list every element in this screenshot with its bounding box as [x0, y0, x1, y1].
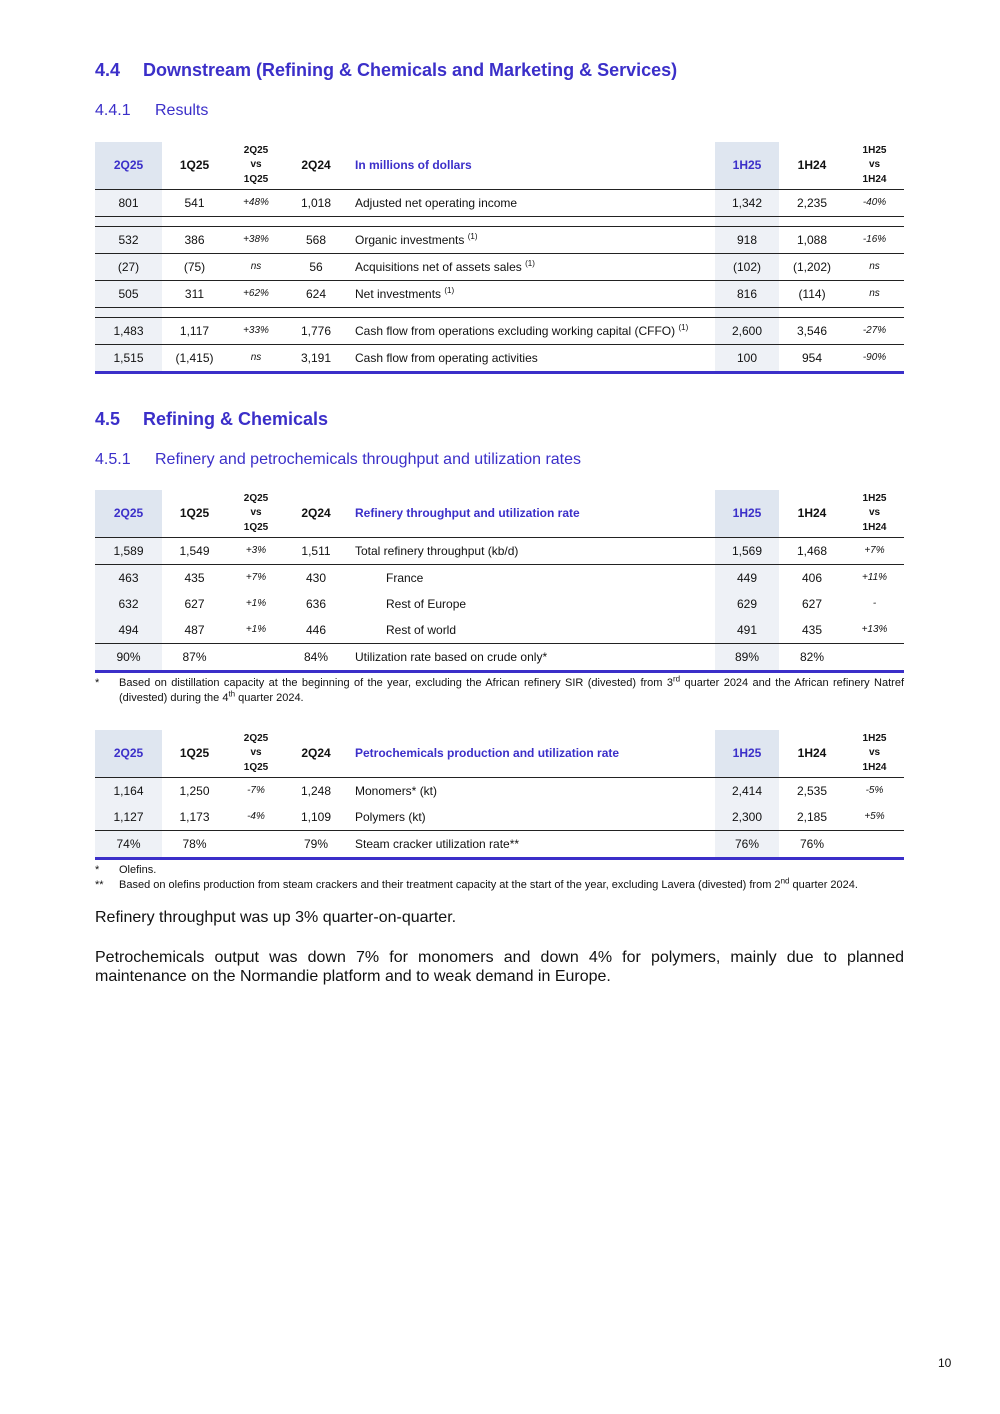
- header-1h25-vs-1h24: 1H25 vs 1H24: [862, 732, 887, 773]
- header-1h25: 1H25: [715, 490, 779, 537]
- body-paragraph: Refinery throughput was up 3% quarter-on-quarter.: [95, 909, 457, 926]
- cell: 1,515: [95, 344, 162, 372]
- cell: ns: [845, 253, 904, 280]
- header-2q24: 2Q24: [301, 506, 331, 521]
- cell: 463: [95, 564, 162, 591]
- cell: (1,202): [779, 253, 845, 280]
- header-1h25-vs-1h24: 1H25 vs 1H24: [862, 492, 887, 533]
- row-label: Cash flow from operating activities: [347, 344, 715, 372]
- table-header-row: [95, 490, 904, 537]
- cell: ns: [227, 253, 285, 280]
- table-row: [95, 804, 904, 831]
- cell: -27%: [845, 317, 904, 344]
- cell: 449: [715, 564, 779, 591]
- cell: 1,109: [285, 804, 347, 831]
- row-label: Utilization rate based on crude only*: [347, 643, 715, 671]
- refinery-table: [95, 490, 904, 673]
- cell: 629: [715, 591, 779, 617]
- cell: [845, 643, 904, 671]
- header-label: In millions of dollars: [355, 158, 472, 173]
- section-title: Downstream (Refining & Chemicals and Marketing & Services): [143, 60, 678, 80]
- cell: 84%: [285, 643, 347, 671]
- row-label: Total refinery throughput (kb/d): [347, 537, 715, 564]
- cell: +13%: [845, 617, 904, 644]
- cell: -90%: [845, 344, 904, 372]
- cell: +1%: [245, 598, 267, 609]
- header-2q25: 2Q25: [95, 730, 162, 777]
- cell: 82%: [779, 643, 845, 671]
- row-label: Organic investments $^{(1)}$: [347, 226, 715, 253]
- header-1q25: 1Q25: [179, 506, 210, 521]
- cell: 2,235: [779, 189, 845, 216]
- cell: (1,415): [162, 344, 227, 372]
- header-2q25-vs-1q25: 2Q25 vs 1Q25: [243, 144, 269, 185]
- table-row: [95, 280, 904, 307]
- header-2q24: 2Q24: [301, 746, 331, 761]
- page-number: 10: [938, 1356, 952, 1370]
- cell: 541: [162, 189, 227, 216]
- table-row: [95, 189, 904, 216]
- cell: 1,776: [285, 317, 347, 344]
- cell: +7%: [245, 572, 267, 583]
- subsection-title: Refinery and petrochemicals throughput and utilization rates: [155, 451, 582, 468]
- cell: 90%: [95, 643, 162, 671]
- header-1h24: 1H24: [797, 506, 827, 521]
- row-label: Adjusted net operating income: [347, 189, 715, 216]
- cell: 2,535: [796, 783, 828, 798]
- cell: 2,414: [715, 777, 779, 804]
- cell: 446: [285, 617, 347, 644]
- cell: 918: [715, 226, 779, 253]
- cell: 1,173: [162, 804, 227, 831]
- table-row: [95, 643, 904, 671]
- table-row: [95, 777, 904, 804]
- row-label: Net investments $^{(1)}$: [347, 280, 715, 307]
- cell: 78%: [162, 830, 227, 858]
- footnote-mark: **: [95, 879, 104, 891]
- subsection-number: 4.5.1: [95, 451, 131, 468]
- cell: ns: [845, 280, 904, 307]
- cell: 87%: [162, 643, 227, 671]
- header-2q25: 2Q25: [95, 142, 162, 189]
- cell: 76%: [715, 830, 779, 858]
- cell: +33%: [227, 317, 285, 344]
- row-label: Rest of world: [347, 617, 715, 644]
- table-row: [95, 253, 904, 280]
- subsection-heading-4-5-1: [95, 451, 581, 469]
- subsection-heading-4-4-1: [95, 102, 208, 120]
- cell: ns: [227, 344, 285, 372]
- row-label: France: [386, 570, 424, 585]
- cell: 430: [305, 570, 327, 585]
- footnote: * Based on distillation capacity at the beginning of the year, excluding the African refinery SIR (divested) from 3rd quarter 2024 and the African refinery Natref (divested) during the 4th quarter 2024.: [95, 674, 905, 704]
- cell: 1,549: [162, 537, 227, 564]
- cell: 1,483: [95, 317, 162, 344]
- section-number: 4.5: [95, 409, 121, 429]
- cell: 1,569: [715, 537, 779, 564]
- footnote: ** Based on olefins production from steam crackers and their treatment capacity at the start of the year, excluding Lavera (divested) from 2nd quarter 2024.: [95, 876, 858, 891]
- cell: 624: [285, 280, 347, 307]
- header-1q25: 1Q25: [179, 158, 210, 173]
- cell: 491: [715, 617, 779, 644]
- cell: +1%: [227, 617, 285, 644]
- header-2q24: 2Q24: [301, 158, 331, 173]
- cell: +5%: [845, 804, 904, 831]
- section-heading-4-5: [95, 409, 328, 430]
- cell: 89%: [715, 643, 779, 671]
- header-2q25-vs-1q25: 2Q25 vs 1Q25: [243, 492, 269, 533]
- cell: 1,164: [95, 777, 162, 804]
- cell: 406: [801, 570, 823, 585]
- cell: -40%: [845, 189, 904, 216]
- table-row: [95, 830, 904, 858]
- cell: 1,117: [162, 317, 227, 344]
- table-header-row: [95, 730, 904, 777]
- cell: 487: [162, 617, 227, 644]
- cell: 2,185: [779, 804, 845, 831]
- cell: 1,248: [300, 783, 332, 798]
- cell: [227, 643, 285, 671]
- cell: 1,088: [779, 226, 845, 253]
- cell: 311: [162, 280, 227, 307]
- cell: 74%: [95, 830, 162, 858]
- cell: 79%: [285, 830, 347, 858]
- cell: 3,191: [285, 344, 347, 372]
- cell: 1,250: [179, 783, 210, 798]
- cell: (75): [162, 253, 227, 280]
- body-paragraph: Petrochemicals output was down 7% for monomers and down 4% for polymers, mainly due to planned maintenance on the Normandie platform and to weak demand in Europe.: [95, 949, 904, 985]
- footnote-mark: *: [95, 677, 100, 689]
- cell: 494: [95, 617, 162, 644]
- section-number: 4.4: [95, 60, 121, 80]
- cell: 386: [162, 226, 227, 253]
- table-row: [95, 226, 904, 253]
- petrochemicals-footnotes: [95, 863, 904, 893]
- table-row: [95, 317, 904, 344]
- cell: 1,342: [715, 189, 779, 216]
- cell: 435: [184, 570, 205, 585]
- cell: 1,589: [95, 537, 162, 564]
- table-row: [95, 591, 904, 617]
- cell: -7%: [247, 785, 265, 796]
- table-row: [95, 564, 904, 591]
- refinery-footnotes: [95, 676, 904, 706]
- row-label: Acquisitions net of assets sales $^{(1)}$: [347, 253, 715, 280]
- footnote-mark: *: [95, 864, 100, 876]
- cell: [845, 830, 904, 858]
- cell: +48%: [227, 189, 285, 216]
- cell: 568: [285, 226, 347, 253]
- cell: +11%: [861, 572, 888, 583]
- cell: 816: [715, 280, 779, 307]
- table-spacer: [95, 216, 904, 226]
- cell: -4%: [227, 804, 285, 831]
- cell: +38%: [227, 226, 285, 253]
- cell: +62%: [227, 280, 285, 307]
- cell: 627: [184, 596, 205, 611]
- subsection-number: 4.4.1: [95, 102, 131, 119]
- table-spacer: [95, 307, 904, 317]
- cell: (102): [715, 253, 779, 280]
- cell: 1,018: [285, 189, 347, 216]
- row-label: Cash flow from operations excluding working capital (CFFO) $^{(1)}$: [347, 317, 715, 344]
- table-row: [95, 537, 904, 564]
- results-table: [95, 142, 904, 374]
- cell: 505: [95, 280, 162, 307]
- cell: 632: [95, 591, 162, 617]
- cell: 56: [285, 253, 347, 280]
- cell: (27): [95, 253, 162, 280]
- header-2q25-vs-1q25: 2Q25 vs 1Q25: [243, 732, 269, 773]
- row-label: Monomers* (kt): [355, 783, 438, 798]
- section-heading-4-4: [95, 60, 677, 81]
- cell: [227, 830, 285, 858]
- header-1h25: 1H25: [715, 730, 779, 777]
- petrochemicals-table: [95, 730, 904, 860]
- cell: 3,546: [779, 317, 845, 344]
- cell: 2,300: [715, 804, 779, 831]
- header-label: Petrochemicals production and utilization rate: [355, 746, 620, 761]
- table-row: [95, 617, 904, 644]
- header-1h25-vs-1h24: 1H25 vs 1H24: [862, 144, 887, 185]
- header-1h24: 1H24: [797, 158, 827, 173]
- cell: 100: [715, 344, 779, 372]
- cell: 435: [779, 617, 845, 644]
- table-row: [95, 344, 904, 372]
- cell: 1,468: [779, 537, 845, 564]
- cell: 636: [305, 596, 327, 611]
- header-label: Refinery throughput and utilization rate: [355, 506, 580, 521]
- header-2q25: 2Q25: [95, 490, 162, 537]
- row-label: Rest of Europe: [386, 596, 467, 611]
- header-1h25: 1H25: [715, 142, 779, 189]
- section-title: Refining & Chemicals: [143, 409, 329, 429]
- header-1q25: 1Q25: [179, 746, 210, 761]
- cell: 627: [801, 596, 823, 611]
- cell: 2,600: [715, 317, 779, 344]
- cell: +7%: [845, 537, 904, 564]
- header-1h24: 1H24: [797, 746, 827, 761]
- cell: -16%: [845, 226, 904, 253]
- cell: -5%: [865, 785, 884, 796]
- cell: 954: [779, 344, 845, 372]
- cell: 532: [95, 226, 162, 253]
- cell: 1,127: [95, 804, 162, 831]
- footnote: * Olefins.: [95, 864, 157, 876]
- row-label: Steam cracker utilization rate**: [347, 830, 715, 858]
- cell: 1,511: [285, 537, 347, 564]
- cell: 801: [95, 189, 162, 216]
- subsection-title: Results: [155, 102, 209, 119]
- row-label: Polymers (kt): [347, 804, 715, 831]
- cell: +3%: [227, 537, 285, 564]
- cell: -: [872, 598, 877, 609]
- cell: (114): [779, 280, 845, 307]
- table-header-row: [95, 142, 904, 189]
- cell: 76%: [779, 830, 845, 858]
